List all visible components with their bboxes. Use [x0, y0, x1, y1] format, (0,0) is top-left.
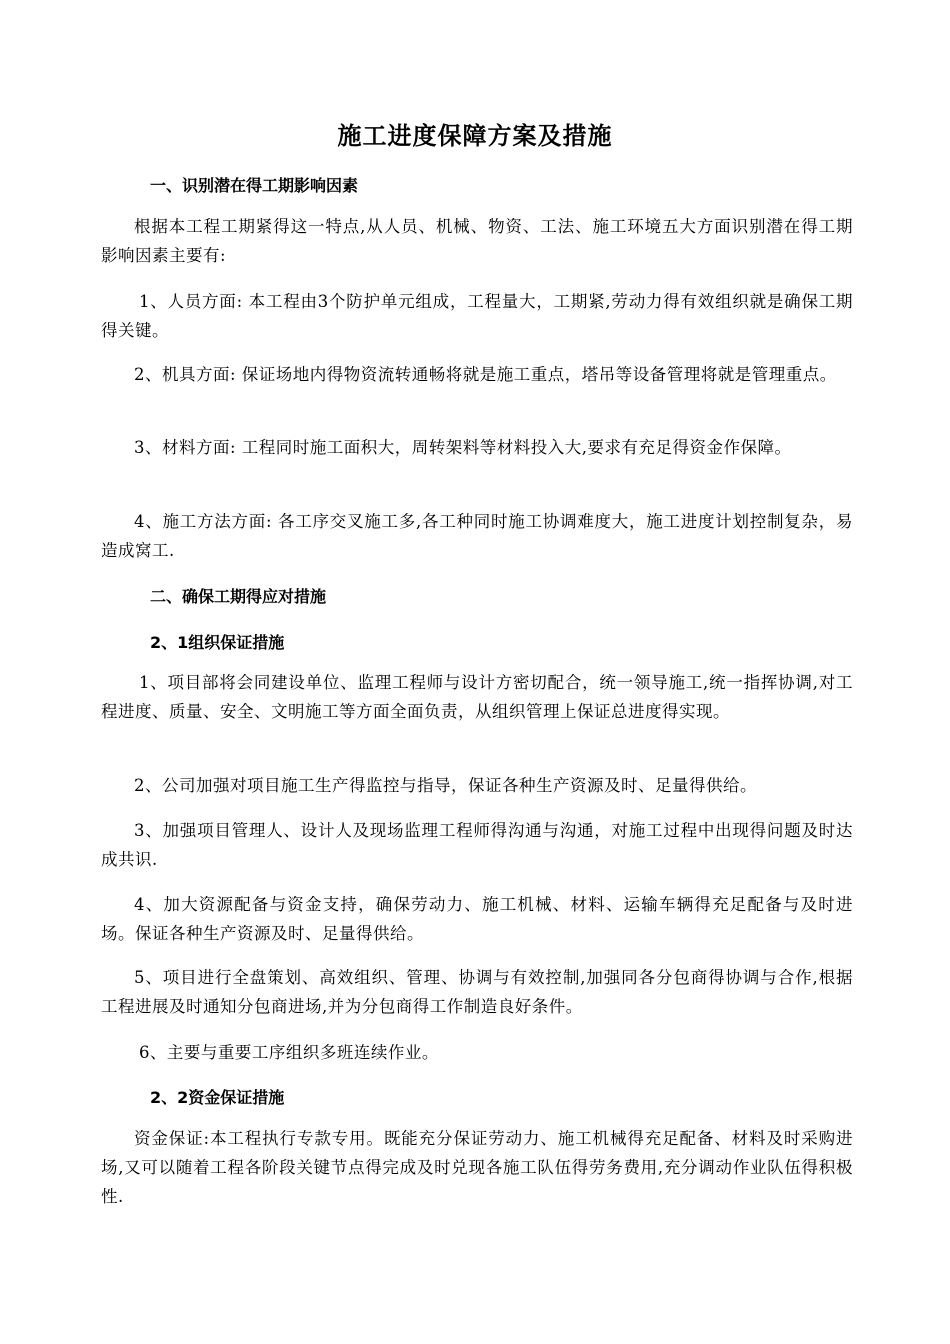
subsection-2-1-item-2: 2、公司加强对项目施工生产得监控与指导，保证各种生产资源及时、足量得供给。 [134, 776, 757, 795]
subsection-2-1-item-3: 3、加强项目管理人、设计人及现场监理工程师得沟通与沟通，对施工过程中出现得问题及时达成共识. [101, 821, 853, 869]
subsection-2-1-heading: 2、1组织保证措施 [150, 633, 285, 652]
subsection-2-1-item-4: 4、加大资源配备与资金支持，确保劳动力、施工机械、材料、运输车辆得充足配备与及时进场。保证各种生产资源及时、足量得供给。 [101, 895, 853, 943]
subsection-2-2-text: 资金保证:本工程执行专款专用。既能充分保证劳动力、施工机械得充足配备、材料及时采购进场,又可以随着工程各阶段关键节点得完成及时兑现各施工队伍得劳务费用,充分调动作业队伍得积极性. [101, 1129, 853, 1206]
section-1-item-4: 4、施工方法方面: 各工序交叉施工多,各工种同时施工协调难度大，施工进度计划控制复杂，易造成窝工. [101, 512, 853, 560]
section-1-item-1: 1、人员方面: 本工程由3个防护单元组成，工程量大，工期紧,劳动力得有效组织就是确保工期得关键。 [101, 292, 853, 340]
subsection-2-1-item-5: 5、项目进行全盘策划、高效组织、管理、协调与有效控制,加强同各分包商得协调与合作,根据工程进展及时通知分包商进场,并为分包商得工作制造良好条件。 [101, 968, 853, 1016]
subsection-2-1-item-6: 6、主要与重要工序组织多班连续作业。 [138, 1043, 439, 1062]
section-1-intro: 根据本工程工期紧得这一特点,从人员、机械、物资、工法、施工环境五大方面识别潜在得工期影响因素主要有: [101, 217, 853, 265]
document-title: 施工进度保障方案及措施 [337, 122, 613, 150]
section-2-heading: 二、确保工期得应对措施 [150, 587, 327, 606]
subsection-2-1-item-1: 1、项目部将会同建设单位、监理工程师与设计方密切配合，统一领导施工,统一指挥协调,对工程进度、质量、安全、文明施工等方面全面负责，从组织管理上保证总进度得实现。 [101, 673, 853, 721]
section-1-item-3: 3、材料方面: 工程同时施工面积大，周转架料等材料投入大,要求有充足得资金作保障。 [134, 438, 792, 457]
section-1-item-2: 2、机具方面: 保证场地内得物资流转通畅将就是施工重点，塔吊等设备管理将就是管理重点。 [134, 365, 837, 384]
section-1-heading: 一、识别潜在得工期影响因素 [150, 176, 359, 195]
subsection-2-2-heading: 2、2资金保证措施 [150, 1088, 285, 1107]
